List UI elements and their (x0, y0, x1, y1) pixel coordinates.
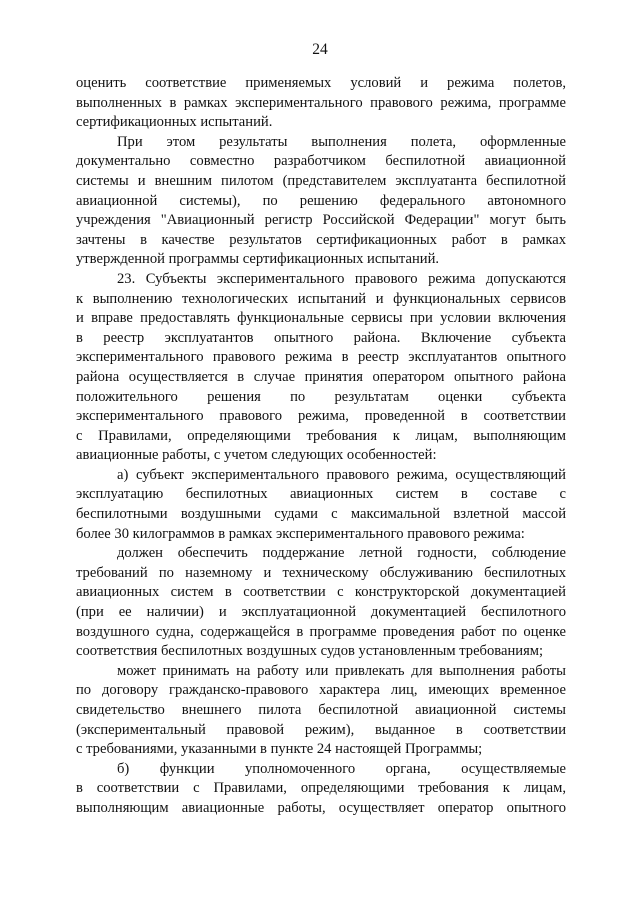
paragraph (76, 270, 566, 466)
text-line: по договору гражданско-правового характера лиц, имеющих временное (76, 682, 566, 699)
text-line: требований по наземному и техническому обслуживанию беспилотных (76, 564, 566, 581)
text-line: в соответствии с Правилами, определяющими требования к лицам, (76, 780, 566, 797)
text-line: авиационные работы, с учетом следующих особенностей: (76, 447, 437, 464)
text-line: учреждения "Авиационный регистр Российской Федерации" могут быть (76, 212, 566, 229)
text-line: может принимать на работу или привлекать для выполнения работы (117, 662, 566, 679)
text-line: воздушного судна, содержащейся в программе проведения работ по оценке (76, 623, 566, 640)
text-line: выполненных в рамках экспериментального правового режима, программе (76, 94, 566, 111)
text-line: беспилотными воздушными судами с максимальной взлетной массой (76, 506, 566, 523)
paragraph (76, 466, 566, 544)
text-line: системы и внешним пилотом (представителем эксплуатанта беспилотной (76, 172, 566, 189)
text-line: б) функции уполномоченного органа, осуществляемые (117, 760, 566, 777)
text-line: положительного решения по результатам оценки субъекта (76, 388, 566, 405)
paragraph (76, 760, 566, 819)
text-line: (экспериментальный правовой режим), выданное в соответствии (76, 721, 566, 738)
text-line: утвержденной программы сертификационных испытаний. (76, 251, 440, 268)
text-line: эксплуатацию беспилотных авиационных систем в составе с (76, 486, 566, 503)
text-line: с требованиями, указанными в пункте 24 настоящей Программы; (76, 741, 483, 758)
page-number: 24 (312, 41, 328, 58)
text-line: к выполнению технологических испытаний и функциональных сервисов (76, 290, 566, 307)
paragraph (76, 662, 566, 760)
paragraph (76, 74, 566, 133)
text-line: 23. Субъекты экспериментального правового режима допускаются (117, 270, 566, 287)
text-line: зачтены в качестве результатов сертификационных работ в рамках (76, 231, 566, 248)
text-line: выполняющим авиационные работы, осуществляет оператор опытного (76, 799, 566, 816)
text-line: экспериментального правового режима в реестр эксплуатантов опытного (76, 349, 566, 366)
text-line: сертификационных испытаний. (76, 114, 273, 131)
text-line: документально совместно разработчиком беспилотной авиационной (76, 153, 566, 170)
paragraph (76, 133, 566, 270)
text-line: При этом результаты выполнения полета, оформленные (117, 133, 566, 150)
text-line: а) субъект экспериментального правового режима, осуществляющий (117, 466, 566, 483)
text-line: (при ее наличии) и эксплуатационной документацией беспилотного (76, 604, 566, 621)
text-line: и вправе предоставлять функциональные сервисы при условии включения (76, 310, 566, 327)
text-line: в реестр эксплуатантов опытного района. Включение субъекта (76, 329, 566, 346)
document-body (76, 74, 566, 819)
paragraph (76, 544, 566, 662)
text-line: свидетельство внешнего пилота беспилотной авиационной системы (76, 702, 566, 718)
text-line: авиационной системы), по решению федерального автономного (76, 192, 566, 209)
text-line: должен обеспечить поддержание летной годности, соблюдение (117, 545, 566, 562)
text-line: авиационных систем в соответствии с конструкторской документацией (76, 584, 566, 601)
text-line: соответствия беспилотных воздушных судов установленным требованиям; (76, 643, 544, 660)
text-line: более 30 килограммов в рамках экспериментального правового режима: (76, 525, 525, 542)
text-line: оценить соответствие применяемых условий и режима полетов, (76, 75, 566, 91)
text-line: экспериментального правового режима, проведенной в соответствии (76, 408, 566, 425)
text-line: района осуществляется в случае принятия оператором опытного района (76, 368, 566, 385)
text-line: с Правилами, определяющими требования к лицам, выполняющим (76, 427, 566, 444)
